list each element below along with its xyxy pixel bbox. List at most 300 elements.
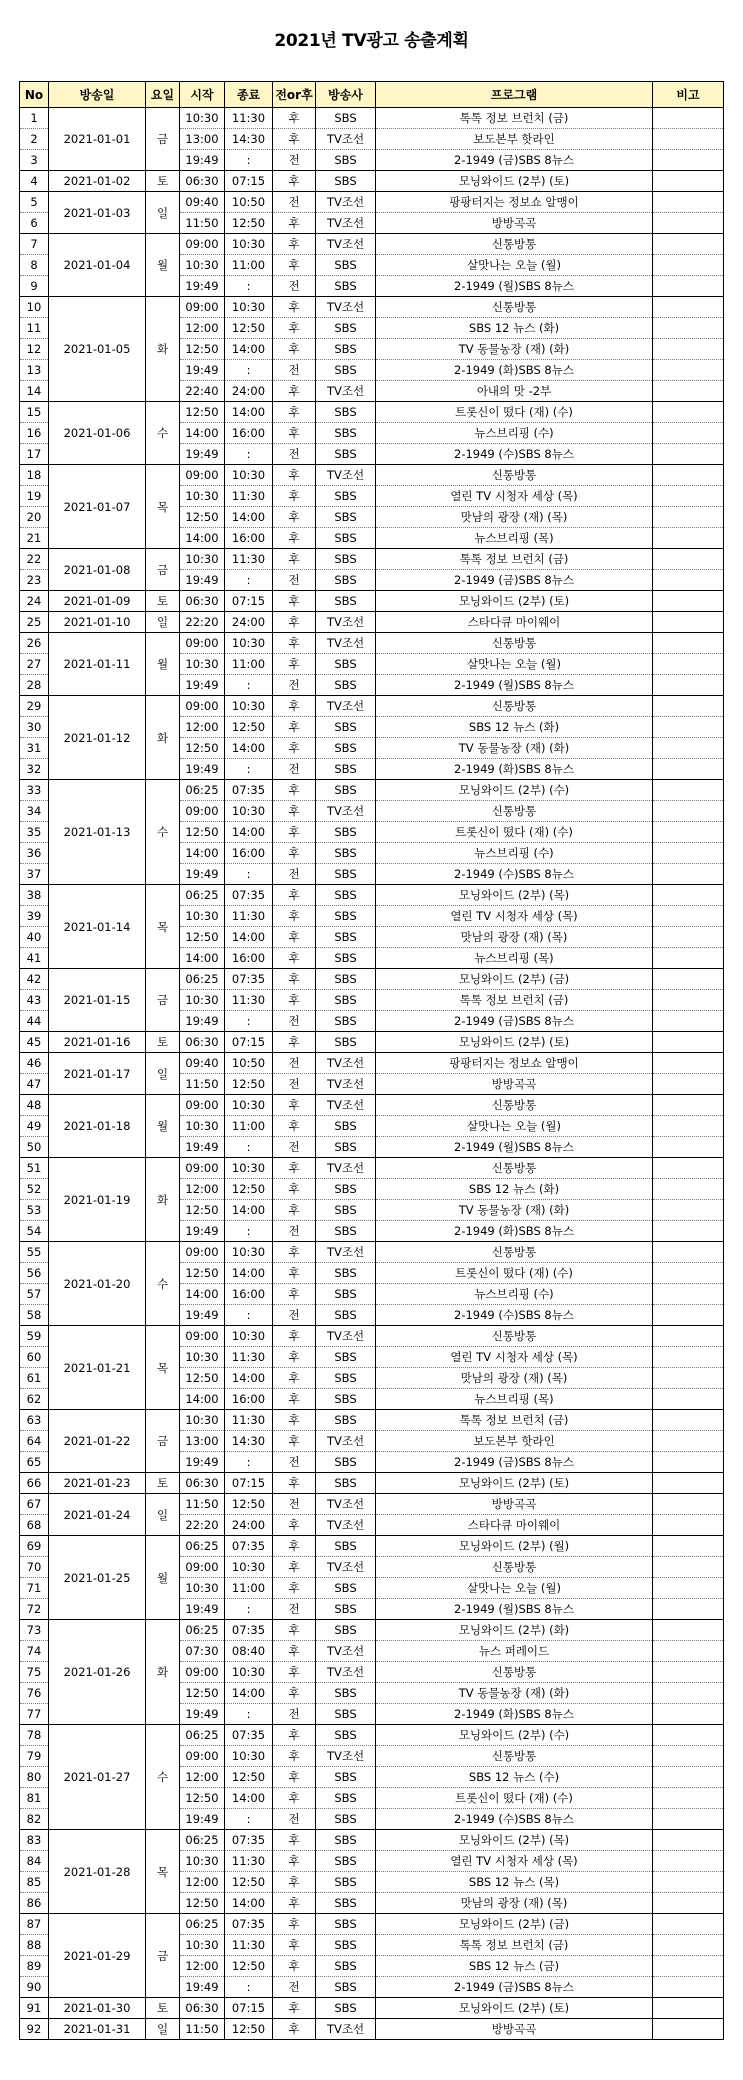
end-time: 12:50 (225, 1179, 273, 1200)
broadcaster: SBS (316, 1872, 376, 1893)
end-time: 16:00 (225, 1389, 273, 1410)
program-name: 신통방통 (376, 801, 653, 822)
end-time: 14:00 (225, 927, 273, 948)
table-row (20, 297, 724, 318)
broadcaster: SBS (316, 1851, 376, 1872)
note (653, 1956, 724, 1977)
end-time: 11:30 (225, 1935, 273, 1956)
program-name: 2-1949 (월)SBS 8뉴스 (376, 675, 653, 696)
note (653, 297, 724, 318)
row-number: 2 (20, 129, 49, 150)
program-name: 방방곡곡 (376, 1494, 653, 1515)
note (653, 339, 724, 360)
program-name: 톡톡 정보 브런치 (금) (376, 1410, 653, 1431)
program-name: TV 동물농장 (재) (화) (376, 339, 653, 360)
before-after: 후 (273, 990, 316, 1011)
broadcaster: TV조선 (316, 213, 376, 234)
broadcaster: SBS (316, 1578, 376, 1599)
weekday: 수 (146, 1242, 180, 1326)
program-name: 신통방통 (376, 633, 653, 654)
note (653, 1599, 724, 1620)
program-name: 2-1949 (화)SBS 8뉴스 (376, 360, 653, 381)
broadcaster: SBS (316, 948, 376, 969)
end-time: : (225, 1221, 273, 1242)
end-time: 16:00 (225, 843, 273, 864)
broadcaster: SBS (316, 444, 376, 465)
before-after: 전 (273, 1977, 316, 1998)
broadcaster: SBS (316, 528, 376, 549)
weekday: 월 (146, 234, 180, 297)
row-number: 45 (20, 1032, 49, 1053)
row-number: 20 (20, 507, 49, 528)
before-after: 후 (273, 1725, 316, 1746)
before-after: 후 (273, 612, 316, 633)
weekday: 목 (146, 465, 180, 549)
end-time: : (225, 864, 273, 885)
row-number: 48 (20, 1095, 49, 1116)
program-name: 모닝와이드 (2부) (목) (376, 1830, 653, 1851)
note (653, 549, 724, 570)
before-after: 전 (273, 360, 316, 381)
broadcaster: SBS (316, 1620, 376, 1641)
program-name: 트롯신이 떴다 (재) (수) (376, 1263, 653, 1284)
broadcaster: SBS (316, 1305, 376, 1326)
start-time: 19:49 (180, 360, 225, 381)
program-name: 2-1949 (수)SBS 8뉴스 (376, 864, 653, 885)
row-number: 27 (20, 654, 49, 675)
weekday: 월 (146, 1095, 180, 1158)
row-number: 41 (20, 948, 49, 969)
program-name: 뉴스브리핑 (목) (376, 948, 653, 969)
start-time: 06:25 (180, 1914, 225, 1935)
broadcast-date: 2021-01-09 (49, 591, 146, 612)
note (653, 1914, 724, 1935)
note (653, 696, 724, 717)
program-name: SBS 12 뉴스 (금) (376, 1956, 653, 1977)
note (653, 948, 724, 969)
broadcast-date: 2021-01-01 (49, 108, 146, 171)
table-row (20, 549, 724, 570)
table-row (20, 1725, 724, 1746)
start-time: 09:00 (180, 234, 225, 255)
note (653, 444, 724, 465)
start-time: 13:00 (180, 129, 225, 150)
before-after: 후 (273, 234, 316, 255)
program-name: 맛남의 광장 (재) (목) (376, 1893, 653, 1914)
note (653, 213, 724, 234)
table-row (20, 1914, 724, 1935)
broadcaster: SBS (316, 822, 376, 843)
before-after: 후 (273, 654, 316, 675)
start-time: 11:50 (180, 213, 225, 234)
before-after: 후 (273, 1578, 316, 1599)
program-name: 모닝와이드 (2부) (토) (376, 1998, 653, 2019)
program-name: 뉴스브리핑 (목) (376, 528, 653, 549)
note (653, 1431, 724, 1452)
weekday: 수 (146, 780, 180, 885)
program-name: 뉴스 퍼레이드 (376, 1641, 653, 1662)
start-time: 12:00 (180, 1956, 225, 1977)
program-name: 2-1949 (월)SBS 8뉴스 (376, 276, 653, 297)
end-time: 07:35 (225, 1536, 273, 1557)
start-time: 12:50 (180, 507, 225, 528)
end-time: 10:30 (225, 1557, 273, 1578)
note (653, 1704, 724, 1725)
note (653, 1179, 724, 1200)
before-after: 후 (273, 906, 316, 927)
end-time: 14:00 (225, 738, 273, 759)
row-number: 91 (20, 1998, 49, 2019)
before-after: 후 (273, 1347, 316, 1368)
before-after: 후 (273, 423, 316, 444)
start-time: 12:50 (180, 1200, 225, 1221)
start-time: 10:30 (180, 654, 225, 675)
broadcaster: SBS (316, 1914, 376, 1935)
end-time: 16:00 (225, 528, 273, 549)
table-row (20, 2019, 724, 2040)
note (653, 1305, 724, 1326)
note (653, 1851, 724, 1872)
row-number: 61 (20, 1368, 49, 1389)
end-time: 07:35 (225, 780, 273, 801)
end-time: 11:30 (225, 108, 273, 129)
row-number: 69 (20, 1536, 49, 1557)
before-after: 후 (273, 696, 316, 717)
note (653, 276, 724, 297)
note (653, 1284, 724, 1305)
broadcaster: TV조선 (316, 1746, 376, 1767)
table-row (20, 1620, 724, 1641)
row-number: 19 (20, 486, 49, 507)
end-time: 07:15 (225, 171, 273, 192)
note (653, 150, 724, 171)
row-number: 57 (20, 1284, 49, 1305)
broadcast-date: 2021-01-21 (49, 1326, 146, 1410)
program-name: 신통방통 (376, 696, 653, 717)
start-time: 06:30 (180, 1032, 225, 1053)
broadcaster: SBS (316, 1452, 376, 1473)
start-time: 14:00 (180, 948, 225, 969)
note (653, 507, 724, 528)
row-number: 73 (20, 1620, 49, 1641)
broadcast-date: 2021-01-29 (49, 1914, 146, 1998)
row-number: 44 (20, 1011, 49, 1032)
start-time: 12:00 (180, 1872, 225, 1893)
end-time: 16:00 (225, 948, 273, 969)
broadcaster: TV조선 (316, 1095, 376, 1116)
start-time: 07:30 (180, 1641, 225, 1662)
broadcaster: SBS (316, 864, 376, 885)
program-name: 트롯신이 떴다 (재) (수) (376, 402, 653, 423)
broadcast-date: 2021-01-15 (49, 969, 146, 1032)
before-after: 전 (273, 1494, 316, 1515)
program-name: 살맛나는 오늘 (월) (376, 1116, 653, 1137)
broadcast-date: 2021-01-06 (49, 402, 146, 465)
weekday: 목 (146, 1326, 180, 1410)
weekday: 토 (146, 1998, 180, 2019)
broadcaster: SBS (316, 1683, 376, 1704)
before-after: 후 (273, 1179, 316, 1200)
weekday: 화 (146, 297, 180, 402)
weekday: 일 (146, 2019, 180, 2040)
note (653, 1578, 724, 1599)
header-end: 종료 (225, 82, 273, 108)
broadcaster: SBS (316, 1179, 376, 1200)
row-number: 10 (20, 297, 49, 318)
broadcaster: SBS (316, 1473, 376, 1494)
note (653, 717, 724, 738)
before-after: 후 (273, 1515, 316, 1536)
broadcaster: SBS (316, 1263, 376, 1284)
start-time: 19:49 (180, 1599, 225, 1620)
start-time: 19:49 (180, 675, 225, 696)
row-number: 28 (20, 675, 49, 696)
note (653, 402, 724, 423)
table-row (20, 1830, 724, 1851)
note (653, 1053, 724, 1074)
end-time: 10:30 (225, 1326, 273, 1347)
end-time: 07:15 (225, 1473, 273, 1494)
note (653, 1137, 724, 1158)
before-after: 후 (273, 1851, 316, 1872)
before-after: 후 (273, 948, 316, 969)
end-time: : (225, 1599, 273, 1620)
row-number: 79 (20, 1746, 49, 1767)
start-time: 19:49 (180, 1137, 225, 1158)
note (653, 1095, 724, 1116)
before-after: 후 (273, 255, 316, 276)
program-name: 뉴스브리핑 (수) (376, 423, 653, 444)
broadcast-date: 2021-01-10 (49, 612, 146, 633)
header-no: No (20, 82, 49, 108)
note (653, 1515, 724, 1536)
broadcaster: SBS (316, 255, 376, 276)
broadcaster: SBS (316, 570, 376, 591)
broadcaster: SBS (316, 1368, 376, 1389)
before-after: 전 (273, 675, 316, 696)
note (653, 675, 724, 696)
program-name: SBS 12 뉴스 (목) (376, 1872, 653, 1893)
row-number: 74 (20, 1641, 49, 1662)
start-time: 09:00 (180, 633, 225, 654)
before-after: 전 (273, 444, 316, 465)
program-name: SBS 12 뉴스 (화) (376, 318, 653, 339)
end-time: 07:35 (225, 1725, 273, 1746)
program-name: 뉴스브리핑 (수) (376, 1284, 653, 1305)
row-number: 56 (20, 1263, 49, 1284)
row-number: 68 (20, 1515, 49, 1536)
row-number: 43 (20, 990, 49, 1011)
broadcaster: TV조선 (316, 1053, 376, 1074)
start-time: 14:00 (180, 1284, 225, 1305)
broadcaster: SBS (316, 318, 376, 339)
weekday: 수 (146, 402, 180, 465)
row-number: 65 (20, 1452, 49, 1473)
weekday: 목 (146, 885, 180, 969)
start-time: 14:00 (180, 423, 225, 444)
broadcaster: TV조선 (316, 1431, 376, 1452)
end-time: 07:35 (225, 1914, 273, 1935)
start-time: 19:49 (180, 276, 225, 297)
broadcaster: SBS (316, 1116, 376, 1137)
row-number: 22 (20, 549, 49, 570)
table-row (20, 612, 724, 633)
program-name: 신통방통 (376, 1158, 653, 1179)
start-time: 19:49 (180, 1221, 225, 1242)
table-row (20, 1410, 724, 1431)
broadcaster: SBS (316, 1704, 376, 1725)
start-time: 19:49 (180, 1809, 225, 1830)
end-time: 07:15 (225, 591, 273, 612)
end-time: 14:00 (225, 1683, 273, 1704)
broadcast-date: 2021-01-25 (49, 1536, 146, 1620)
row-number: 40 (20, 927, 49, 948)
row-number: 36 (20, 843, 49, 864)
broadcaster: SBS (316, 990, 376, 1011)
before-after: 후 (273, 1746, 316, 1767)
broadcaster: SBS (316, 1221, 376, 1242)
row-number: 6 (20, 213, 49, 234)
start-time: 10:30 (180, 1851, 225, 1872)
header-broadcaster: 방송사 (316, 82, 376, 108)
before-after: 후 (273, 213, 316, 234)
broadcaster: TV조선 (316, 1494, 376, 1515)
before-after: 후 (273, 108, 316, 129)
weekday: 토 (146, 1032, 180, 1053)
row-number: 35 (20, 822, 49, 843)
note (653, 633, 724, 654)
row-number: 60 (20, 1347, 49, 1368)
row-number: 26 (20, 633, 49, 654)
before-after: 후 (273, 1662, 316, 1683)
weekday: 금 (146, 108, 180, 171)
note (653, 1347, 724, 1368)
program-name: 모닝와이드 (2부) (월) (376, 1536, 653, 1557)
note (653, 1872, 724, 1893)
broadcaster: SBS (316, 1032, 376, 1053)
row-number: 51 (20, 1158, 49, 1179)
broadcaster: TV조선 (316, 129, 376, 150)
note (653, 234, 724, 255)
start-time: 10:30 (180, 1116, 225, 1137)
row-number: 21 (20, 528, 49, 549)
start-time: 19:49 (180, 1704, 225, 1725)
row-number: 89 (20, 1956, 49, 1977)
row-number: 3 (20, 150, 49, 171)
broadcaster: TV조선 (316, 2019, 376, 2040)
before-after: 후 (273, 1830, 316, 1851)
end-time: 16:00 (225, 1284, 273, 1305)
row-number: 67 (20, 1494, 49, 1515)
note (653, 1977, 724, 1998)
note (653, 2019, 724, 2040)
end-time: : (225, 1137, 273, 1158)
program-name: 보도본부 핫라인 (376, 129, 653, 150)
broadcaster: SBS (316, 1725, 376, 1746)
program-name: SBS 12 뉴스 (수) (376, 1767, 653, 1788)
row-number: 71 (20, 1578, 49, 1599)
note (653, 885, 724, 906)
start-time: 12:50 (180, 1368, 225, 1389)
program-name: TV 동물농장 (재) (화) (376, 1200, 653, 1221)
row-number: 7 (20, 234, 49, 255)
row-number: 42 (20, 969, 49, 990)
end-time: 07:35 (225, 1620, 273, 1641)
end-time: : (225, 444, 273, 465)
broadcaster: SBS (316, 486, 376, 507)
header-note: 비고 (653, 82, 724, 108)
program-name: 신통방통 (376, 1242, 653, 1263)
row-number: 47 (20, 1074, 49, 1095)
start-time: 09:00 (180, 1158, 225, 1179)
note (653, 1473, 724, 1494)
start-time: 19:49 (180, 1977, 225, 1998)
broadcaster: TV조선 (316, 633, 376, 654)
start-time: 10:30 (180, 1347, 225, 1368)
broadcast-date: 2021-01-22 (49, 1410, 146, 1473)
note (653, 465, 724, 486)
end-time: 14:00 (225, 1788, 273, 1809)
note (653, 1494, 724, 1515)
start-time: 22:20 (180, 1515, 225, 1536)
program-name: 톡톡 정보 브런치 (금) (376, 1935, 653, 1956)
before-after: 후 (273, 1095, 316, 1116)
program-name: 톡톡 정보 브런치 (금) (376, 549, 653, 570)
row-number: 54 (20, 1221, 49, 1242)
start-time: 12:50 (180, 339, 225, 360)
broadcaster: TV조선 (316, 1641, 376, 1662)
end-time: 16:00 (225, 423, 273, 444)
start-time: 10:30 (180, 1410, 225, 1431)
row-number: 31 (20, 738, 49, 759)
start-time: 09:00 (180, 801, 225, 822)
start-time: 06:25 (180, 969, 225, 990)
weekday: 일 (146, 1053, 180, 1095)
broadcaster: SBS (316, 1977, 376, 1998)
start-time: 19:49 (180, 1305, 225, 1326)
program-name: 신통방통 (376, 1662, 653, 1683)
start-time: 14:00 (180, 843, 225, 864)
note (653, 1683, 724, 1704)
note (653, 1452, 724, 1473)
before-after: 전 (273, 864, 316, 885)
broadcast-date: 2021-01-24 (49, 1494, 146, 1536)
note (653, 927, 724, 948)
before-after: 후 (273, 591, 316, 612)
start-time: 12:50 (180, 1263, 225, 1284)
before-after: 후 (273, 129, 316, 150)
before-after: 후 (273, 1368, 316, 1389)
end-time: 12:50 (225, 1767, 273, 1788)
table-row (20, 171, 724, 192)
note (653, 738, 724, 759)
before-after: 후 (273, 1935, 316, 1956)
before-after: 후 (273, 528, 316, 549)
table-row (20, 591, 724, 612)
broadcaster: TV조선 (316, 1158, 376, 1179)
start-time: 09:00 (180, 1095, 225, 1116)
broadcaster: SBS (316, 1200, 376, 1221)
weekday: 수 (146, 1725, 180, 1830)
broadcaster: SBS (316, 906, 376, 927)
program-name: 2-1949 (수)SBS 8뉴스 (376, 444, 653, 465)
start-time: 09:00 (180, 1557, 225, 1578)
broadcaster: SBS (316, 1284, 376, 1305)
program-name: 살맛나는 오늘 (월) (376, 654, 653, 675)
program-name: 스타다큐 마이웨이 (376, 1515, 653, 1536)
program-name: 방방곡곡 (376, 2019, 653, 2040)
program-name: 2-1949 (금)SBS 8뉴스 (376, 1977, 653, 1998)
